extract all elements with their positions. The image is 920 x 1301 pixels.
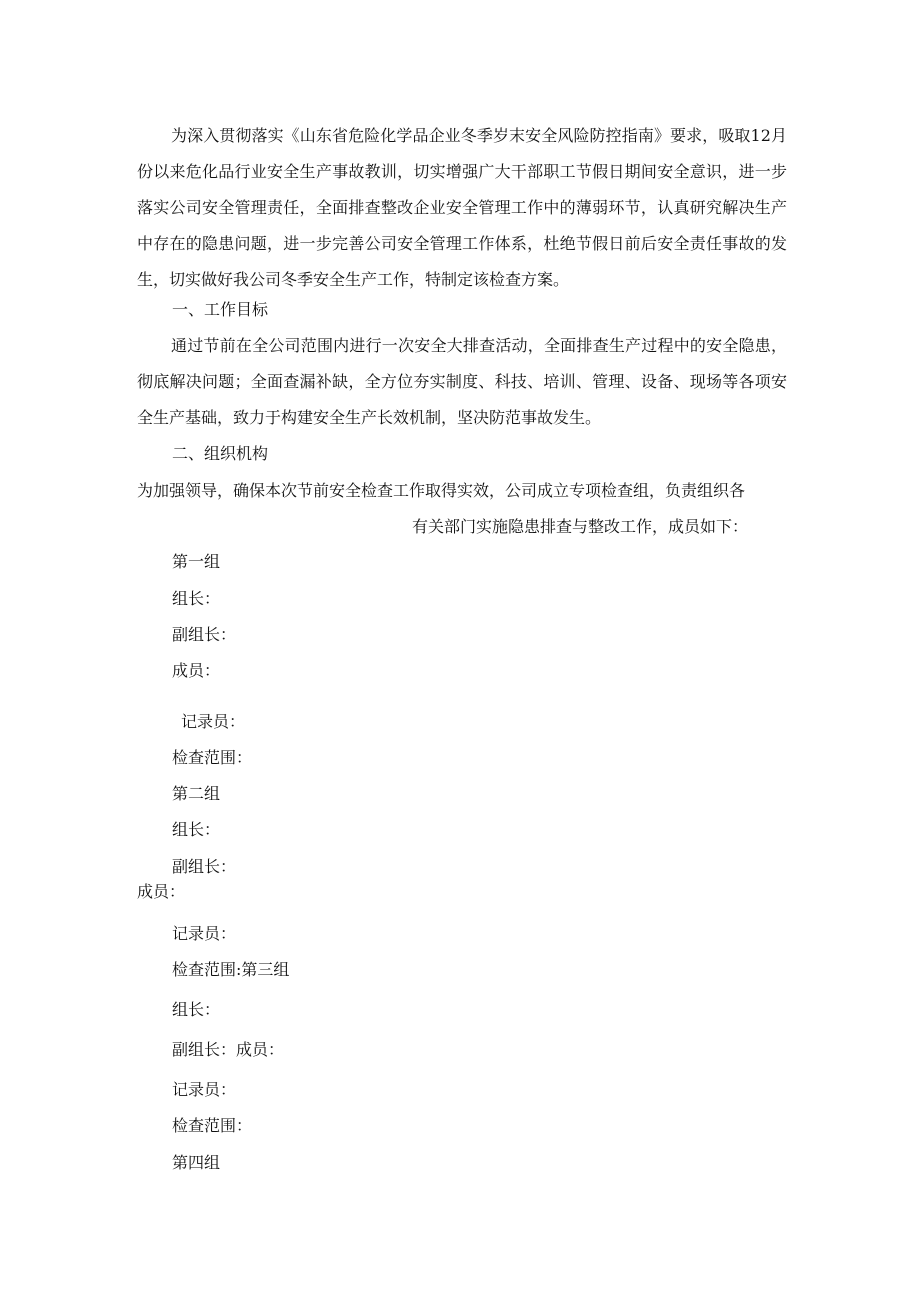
group2-title: 第二组	[172, 784, 221, 803]
group1-recorder: 记录员：	[181, 712, 246, 731]
group1-leader: 组长：	[172, 589, 221, 608]
group1-members: 成员：	[172, 661, 221, 680]
group2-members: 成员：	[137, 882, 186, 901]
section1-heading: 一、工作目标	[172, 300, 269, 319]
group2-deputy: 副组长：	[172, 857, 237, 876]
group3-scope: 检查范围：	[172, 1116, 253, 1135]
section2-heading: 二、组织机构	[172, 444, 269, 463]
group1-deputy: 副组长：	[172, 625, 237, 644]
group2-leader: 组长：	[172, 820, 221, 839]
group4-title: 第四组	[172, 1153, 221, 1172]
intro-paragraph: 为深入贯彻落实《山东省危险化学品企业冬季岁末安全风险防控指南》要求，吸取12月份以来危化品行业安全生产事故教训，切实增强广大干部职工节假日期间安全意识，进一步落实公司安全管理责任，全面排查整改企业安全管理工作中的薄弱环节，认真研究解决生产中存在的隐患问题，进一步完善公司安全管理工作体系，杜绝节假日前后安全责任事故的发生，切实做好我公司冬季安全生产工作，特制定该检查方案。	[137, 126, 787, 289]
group3-leader: 组长：	[172, 1000, 221, 1019]
group3-recorder: 记录员：	[172, 1080, 237, 1099]
section1-body: 通过节前在全公司范围内进行一次安全大排查活动，全面排查生产过程中的安全隐患，彻底解决问题；全面查漏补缺，全方位夯实制度、科技、培训、管理、设备、现场等各项安全生产基础，致力于构建安全生产长效机制，坚决防范事故发生。	[137, 336, 787, 427]
group2-scope-group3-title: 检查范围:第三组	[172, 960, 290, 979]
section2-body-line1: 为加强领导，确保本次节前安全检查工作取得实效，公司成立专项检查组，负责组织各	[137, 481, 746, 500]
group1-title: 第一组	[172, 552, 221, 571]
group3-deputy-members: 副组长：成员：	[172, 1040, 285, 1059]
group2-recorder: 记录员：	[172, 924, 237, 943]
group1-scope: 检查范围：	[172, 748, 253, 767]
section2-body-line2: 有关部门实施隐患排查与整改工作，成员如下：	[412, 517, 749, 536]
